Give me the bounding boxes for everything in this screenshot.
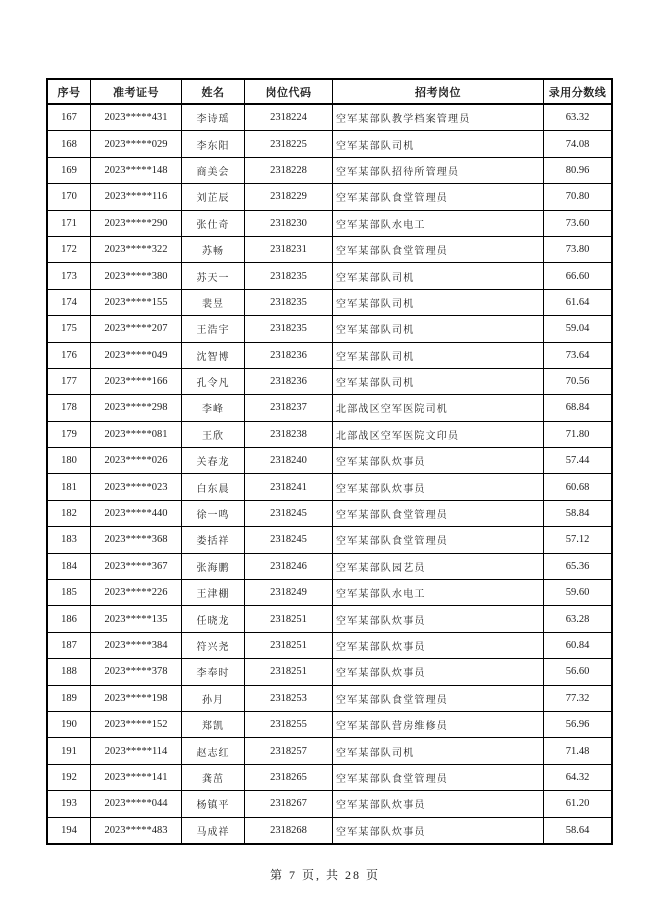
cell-index: 185 [47,580,91,606]
cell-position: 空军某部队食堂管理员 [333,764,544,790]
cell-position: 空军某部队司机 [333,263,544,289]
cell-exam-number: 2023*****367 [91,553,182,579]
cell-exam-number: 2023*****148 [91,157,182,183]
cell-position-code: 2318241 [245,474,333,500]
cell-position-code: 2318236 [245,368,333,394]
cell-score-line: 65.36 [544,553,613,579]
cell-name: 王津棚 [182,580,245,606]
column-header-position: 招考岗位 [333,79,544,104]
cell-position-code: 2318229 [245,184,333,210]
cell-position-code: 2318237 [245,395,333,421]
table-row [47,606,612,632]
cell-score-line: 56.60 [544,659,613,685]
cell-exam-number: 2023*****198 [91,685,182,711]
cell-index: 182 [47,500,91,526]
cell-name: 王浩宇 [182,316,245,342]
cell-name: 张海鹏 [182,553,245,579]
cell-score-line: 71.48 [544,738,613,764]
cell-position: 空军某部队司机 [333,738,544,764]
table-row [47,316,612,342]
cell-name: 商美会 [182,157,245,183]
cell-index: 186 [47,606,91,632]
cell-position: 空军某部队司机 [333,289,544,315]
cell-position-code: 2318251 [245,606,333,632]
cell-name: 沈智博 [182,342,245,368]
cell-exam-number: 2023*****440 [91,500,182,526]
cell-index: 170 [47,184,91,210]
table-row [47,474,612,500]
cell-position: 空军某部队食堂管理员 [333,685,544,711]
cell-name: 白东晨 [182,474,245,500]
cell-index: 178 [47,395,91,421]
cell-position: 空军某部队炊事员 [333,791,544,817]
cell-position-code: 2318238 [245,421,333,447]
cell-exam-number: 2023*****384 [91,632,182,658]
table-row [47,210,612,236]
cell-position: 空军某部队炊事员 [333,632,544,658]
cell-score-line: 73.60 [544,210,613,236]
cell-exam-number: 2023*****431 [91,104,182,131]
cell-exam-number: 2023*****116 [91,184,182,210]
cell-position: 空军某部队食堂管理员 [333,236,544,262]
cell-index: 167 [47,104,91,131]
column-header-index: 序号 [47,79,91,104]
cell-exam-number: 2023*****141 [91,764,182,790]
cell-score-line: 61.64 [544,289,613,315]
cell-exam-number: 2023*****049 [91,342,182,368]
table-row [47,659,612,685]
table-row [47,738,612,764]
cell-index: 174 [47,289,91,315]
table-row [47,342,612,368]
cell-position: 空军某部队食堂管理员 [333,527,544,553]
cell-index: 189 [47,685,91,711]
cell-name: 裴昱 [182,289,245,315]
cell-name: 马成祥 [182,817,245,844]
cell-index: 192 [47,764,91,790]
cell-index: 175 [47,316,91,342]
table-row [47,289,612,315]
cell-exam-number: 2023*****044 [91,791,182,817]
cell-exam-number: 2023*****081 [91,421,182,447]
cell-position: 空军某部队炊事员 [333,448,544,474]
cell-index: 194 [47,817,91,844]
cell-name: 孔令凡 [182,368,245,394]
cell-index: 187 [47,632,91,658]
cell-score-line: 58.84 [544,500,613,526]
cell-position: 空军某部队炊事员 [333,659,544,685]
cell-exam-number: 2023*****166 [91,368,182,394]
table-row [47,580,612,606]
cell-index: 172 [47,236,91,262]
cell-position-code: 2318235 [245,263,333,289]
cell-position-code: 2318265 [245,764,333,790]
cell-position: 空军某部队水电工 [333,580,544,606]
cell-name: 任晓龙 [182,606,245,632]
cell-exam-number: 2023*****029 [91,131,182,157]
cell-position-code: 2318225 [245,131,333,157]
cell-name: 刘芷辰 [182,184,245,210]
cell-exam-number: 2023*****378 [91,659,182,685]
cell-name: 赵志红 [182,738,245,764]
table-row [47,791,612,817]
cell-exam-number: 2023*****322 [91,236,182,262]
cell-position-code: 2318251 [245,659,333,685]
cell-score-line: 77.32 [544,685,613,711]
cell-name: 龚茁 [182,764,245,790]
cell-name: 娄括祥 [182,527,245,553]
cell-exam-number: 2023*****114 [91,738,182,764]
cell-position-code: 2318246 [245,553,333,579]
table-row [47,764,612,790]
table-row [47,421,612,447]
cell-index: 193 [47,791,91,817]
cell-score-line: 58.64 [544,817,613,844]
cell-score-line: 73.80 [544,236,613,262]
cell-exam-number: 2023*****135 [91,606,182,632]
cell-exam-number: 2023*****023 [91,474,182,500]
column-header-exam-number: 准考证号 [91,79,182,104]
cell-position-code: 2318236 [245,342,333,368]
cell-score-line: 59.60 [544,580,613,606]
cell-score-line: 57.12 [544,527,613,553]
cell-index: 179 [47,421,91,447]
cell-position: 北部战区空军医院文印员 [333,421,544,447]
cell-exam-number: 2023*****483 [91,817,182,844]
cell-position-code: 2318245 [245,500,333,526]
cell-position-code: 2318268 [245,817,333,844]
page-number-footer: 第 7 页, 共 28 页 [269,868,380,882]
cell-position: 空军某部队司机 [333,342,544,368]
cell-exam-number: 2023*****290 [91,210,182,236]
cell-index: 173 [47,263,91,289]
cell-position: 空军某部队炊事员 [333,474,544,500]
cell-position: 空军某部队司机 [333,131,544,157]
cell-position-code: 2318230 [245,210,333,236]
cell-exam-number: 2023*****226 [91,580,182,606]
cell-index: 169 [47,157,91,183]
cell-index: 181 [47,474,91,500]
cell-index: 190 [47,711,91,737]
cell-name: 张仕奇 [182,210,245,236]
cell-position-code: 2318257 [245,738,333,764]
cell-exam-number: 2023*****380 [91,263,182,289]
table-row [47,632,612,658]
cell-position: 空军某部队教学档案管理员 [333,104,544,131]
cell-index: 180 [47,448,91,474]
cell-position-code: 2318249 [245,580,333,606]
cell-score-line: 56.96 [544,711,613,737]
cell-score-line: 70.80 [544,184,613,210]
cell-position: 空军某部队炊事员 [333,817,544,844]
cell-score-line: 68.84 [544,395,613,421]
cell-position: 空军某部队食堂管理员 [333,500,544,526]
cell-name: 杨镇平 [182,791,245,817]
cell-score-line: 59.04 [544,316,613,342]
cell-exam-number: 2023*****368 [91,527,182,553]
cell-index: 184 [47,553,91,579]
cell-position-code: 2318255 [245,711,333,737]
cell-score-line: 63.28 [544,606,613,632]
cell-score-line: 71.80 [544,421,613,447]
table-row [47,236,612,262]
cell-score-line: 57.44 [544,448,613,474]
cell-position: 北部战区空军医院司机 [333,395,544,421]
cell-name: 孙月 [182,685,245,711]
cell-score-line: 63.32 [544,104,613,131]
column-header-score-line: 录用分数线 [544,79,613,104]
cell-name: 李峰 [182,395,245,421]
cell-name: 关春龙 [182,448,245,474]
column-header-name: 姓名 [182,79,245,104]
cell-position: 空军某部队营房维修员 [333,711,544,737]
table-body [47,104,612,844]
cell-position-code: 2318224 [245,104,333,131]
table-row [47,157,612,183]
cell-name: 郑凯 [182,711,245,737]
cell-position: 空军某部队司机 [333,316,544,342]
cell-name: 苏畅 [182,236,245,262]
table-row [47,395,612,421]
cell-exam-number: 2023*****155 [91,289,182,315]
cell-name: 符兴尧 [182,632,245,658]
cell-position: 空军某部队司机 [333,368,544,394]
table-row [47,184,612,210]
cell-exam-number: 2023*****207 [91,316,182,342]
table-row [47,711,612,737]
cell-position-code: 2318245 [245,527,333,553]
cell-position-code: 2318253 [245,685,333,711]
cell-position-code: 2318231 [245,236,333,262]
cell-exam-number: 2023*****298 [91,395,182,421]
cell-name: 苏天一 [182,263,245,289]
cell-position: 空军某部队招待所管理员 [333,157,544,183]
cell-name: 李诗瑶 [182,104,245,131]
cell-name: 李奉时 [182,659,245,685]
table-header [47,79,612,104]
table-row [47,553,612,579]
cell-name: 李东阳 [182,131,245,157]
cell-index: 171 [47,210,91,236]
cell-position-code: 2318235 [245,289,333,315]
cell-index: 176 [47,342,91,368]
cell-score-line: 64.32 [544,764,613,790]
cell-index: 168 [47,131,91,157]
cell-name: 王欣 [182,421,245,447]
score-table [46,78,613,845]
cell-position: 空军某部队食堂管理员 [333,184,544,210]
cell-position: 空军某部队水电工 [333,210,544,236]
cell-position-code: 2318240 [245,448,333,474]
table-row [47,500,612,526]
cell-position-code: 2318251 [245,632,333,658]
cell-score-line: 60.68 [544,474,613,500]
cell-position: 空军某部队炊事员 [333,606,544,632]
cell-position: 空军某部队园艺员 [333,553,544,579]
cell-score-line: 70.56 [544,368,613,394]
table-row [47,817,612,844]
cell-position-code: 2318267 [245,791,333,817]
table-row [47,263,612,289]
cell-score-line: 73.64 [544,342,613,368]
cell-score-line: 74.08 [544,131,613,157]
cell-index: 188 [47,659,91,685]
cell-exam-number: 2023*****152 [91,711,182,737]
table-row [47,131,612,157]
cell-score-line: 60.84 [544,632,613,658]
column-header-position-code: 岗位代码 [245,79,333,104]
table-row [47,104,612,131]
cell-position-code: 2318235 [245,316,333,342]
cell-position-code: 2318228 [245,157,333,183]
header-row [47,79,612,104]
cell-score-line: 61.20 [544,791,613,817]
cell-exam-number: 2023*****026 [91,448,182,474]
table-row [47,527,612,553]
cell-score-line: 80.96 [544,157,613,183]
table-row [47,368,612,394]
table-row [47,685,612,711]
cell-score-line: 66.60 [544,263,613,289]
cell-name: 徐一鸣 [182,500,245,526]
cell-index: 191 [47,738,91,764]
table-row [47,448,612,474]
cell-index: 183 [47,527,91,553]
cell-index: 177 [47,368,91,394]
